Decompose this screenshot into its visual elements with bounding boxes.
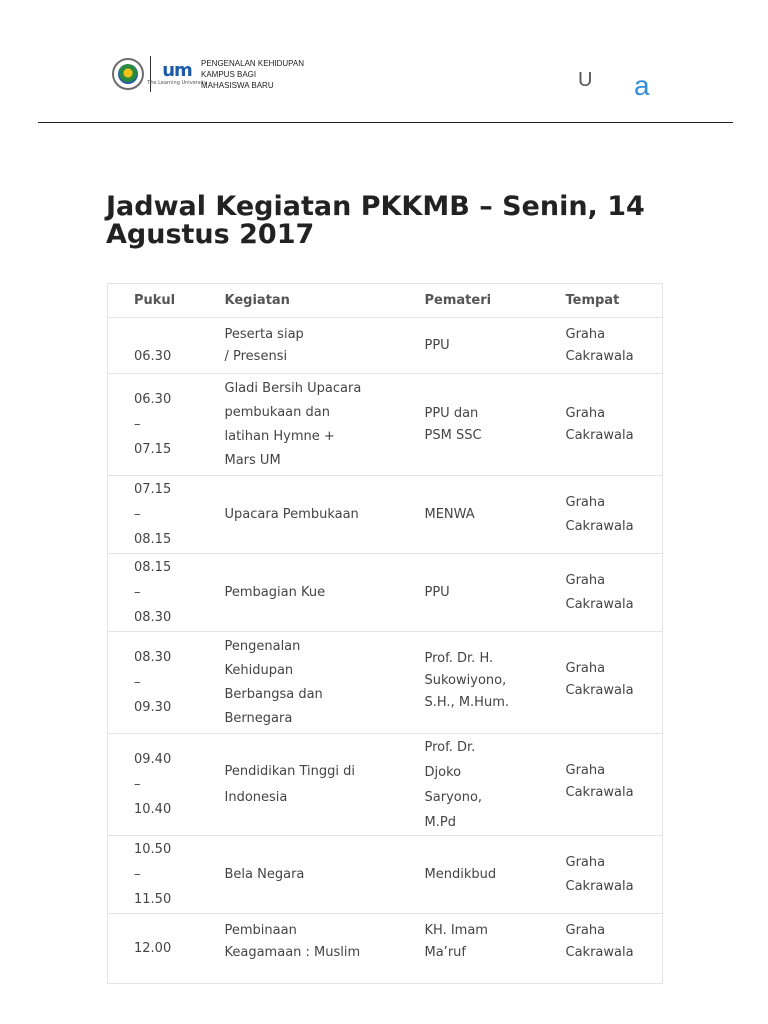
place-text: Graha Cakrawala (565, 405, 634, 443)
speaker-text: Mendikbud (424, 866, 497, 882)
org-name-line: PENGENALAN KEHIDUPAN (201, 58, 304, 68)
university-seal-icon (112, 58, 144, 90)
cell-time (108, 374, 225, 476)
cell-time (108, 554, 225, 632)
activity-text: Bela Negara (224, 866, 305, 882)
speaker-text: PPU (424, 584, 450, 600)
place-text: Graha Cakrawala (565, 661, 634, 698)
cell-place (566, 632, 663, 734)
cell-activity (225, 914, 425, 984)
nav-icon-u[interactable]: U (578, 69, 593, 91)
cell-speaker (425, 836, 566, 914)
cell-time (108, 734, 225, 836)
activity-text: Pendidikan Tinggi di Indonesia (224, 763, 355, 805)
cell-place (566, 318, 663, 374)
site-logo[interactable] (112, 55, 331, 93)
site-header (0, 0, 768, 124)
place-text: Graha Cakrawala (565, 854, 634, 894)
cell-place (566, 374, 663, 476)
cell-speaker (425, 554, 566, 632)
time-text: 06.30 (134, 349, 172, 364)
seal-emblem (118, 64, 138, 84)
place-text: Graha Cakrawala (565, 923, 634, 960)
time-text: 08.30 – 09.30 (134, 650, 172, 715)
speaker-text: Prof. Dr. Djoko Saryono, M.Pd (424, 739, 483, 830)
org-name-line: KAMPUS BAGI (201, 69, 257, 79)
org-name (201, 58, 331, 91)
activity-text: Pembagian Kue (224, 584, 326, 600)
place-text: Graha Cakrawala (565, 494, 634, 534)
cell-time (108, 632, 225, 734)
activity-text: Peserta siap / Presensi (224, 326, 304, 364)
cell-speaker (425, 914, 566, 984)
cell-activity (225, 374, 425, 476)
place-text: Graha Cakrawala (565, 572, 634, 612)
cell-activity (225, 318, 425, 374)
logo-divider (150, 56, 151, 92)
page-title: Jadwal Kegiatan PKKMB – Senin, 14 Agustus 2017 (106, 191, 645, 250)
column-header-place: Tempat (566, 284, 663, 318)
time-text: 09.40 – 10.40 (134, 752, 172, 817)
column-header-activity: Kegiatan (225, 284, 425, 318)
column-header-time: Pukul (108, 284, 225, 318)
cell-speaker (425, 632, 566, 734)
cell-time (108, 914, 225, 984)
time-text: 08.15 – 08.30 (134, 560, 172, 625)
cell-speaker (425, 476, 566, 554)
cell-activity (225, 836, 425, 914)
speaker-text: MENWA (424, 506, 475, 522)
um-logo-tagline: The Learning University (147, 80, 207, 86)
cell-activity (225, 476, 425, 554)
activity-text: Upacara Pembukaan (224, 506, 359, 522)
activity-text: Pembinaan Keagamaan : Muslim (224, 923, 361, 960)
org-name-line: MAHASISWA BARU (201, 80, 274, 90)
cell-time (108, 318, 225, 374)
activity-text: Gladi Bersih Upacara pembukaan dan latihan Hymne + Mars UM (224, 380, 362, 468)
table-header-row (108, 284, 663, 318)
cell-place (566, 734, 663, 836)
cell-place (566, 914, 663, 984)
activity-text: Pengenalan Kehidupan Berbangsa dan Bernegara (224, 638, 323, 726)
place-text: Graha Cakrawala (565, 763, 634, 800)
table-row (108, 734, 663, 836)
table-row (108, 318, 663, 374)
table-row (108, 632, 663, 734)
cell-time (108, 476, 225, 554)
cell-place (566, 836, 663, 914)
um-logo-mark: um (162, 60, 192, 81)
cell-speaker (425, 374, 566, 476)
speaker-text: PPU (424, 337, 450, 353)
um-logo (147, 60, 207, 86)
cell-place (566, 476, 663, 554)
cell-activity (225, 632, 425, 734)
time-text: 12.00 (134, 941, 172, 956)
speaker-text: Prof. Dr. H. Sukowiyono, S.H., M.Hum. (424, 651, 509, 710)
time-text: 07.15 – 08.15 (134, 482, 172, 547)
nav-icon-a[interactable]: a (634, 70, 650, 101)
cell-activity (225, 554, 425, 632)
cell-speaker (425, 734, 566, 836)
time-text: 10.50 – 11.50 (134, 842, 172, 907)
column-header-speaker: Pemateri (425, 284, 566, 318)
schedule-table-container (107, 283, 662, 984)
header-divider (38, 122, 733, 123)
table-row (108, 836, 663, 914)
speaker-text: KH. Imam Ma’ruf (424, 923, 488, 960)
place-text: Graha Cakrawala (565, 326, 634, 364)
speaker-text: PPU dan PSM SSC (424, 405, 482, 443)
table-row (108, 554, 663, 632)
cell-place (566, 554, 663, 632)
cell-activity (225, 734, 425, 836)
table-row (108, 476, 663, 554)
cell-speaker (425, 318, 566, 374)
time-text: 06.30 – 07.15 (134, 392, 172, 457)
schedule-table (107, 283, 663, 984)
table-row (108, 374, 663, 476)
cell-time (108, 836, 225, 914)
table-row (108, 914, 663, 984)
